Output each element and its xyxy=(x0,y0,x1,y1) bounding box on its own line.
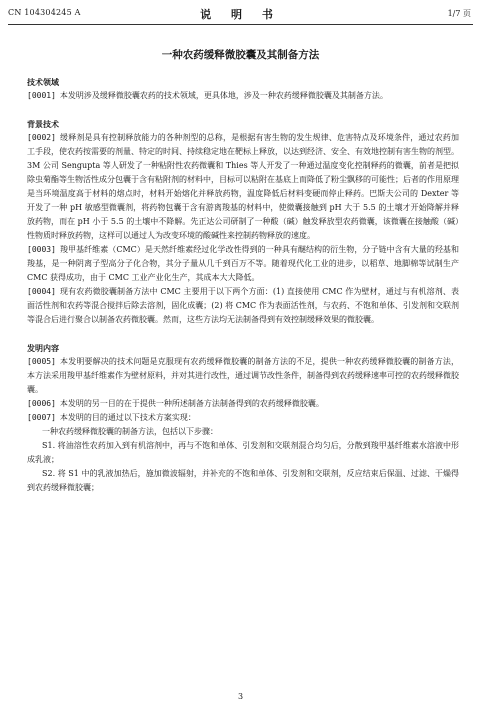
document-body xyxy=(27,75,459,495)
paragraph xyxy=(27,243,459,285)
document-title: 一种农药缓释微胶囊及其制备方法 xyxy=(161,49,320,61)
section-heading-tech-field: 技术领域 xyxy=(27,77,59,87)
paragraph-number: [0002] xyxy=(27,133,56,142)
paragraph xyxy=(27,131,459,243)
paragraph-text: 本发明的目的通过以下技术方案实现： xyxy=(59,413,196,422)
sub-line: 一种农药缓释微胶囊的制备方法，包括以下步骤： xyxy=(42,427,218,436)
paragraph-number: [0007] xyxy=(27,413,56,422)
paragraph-text: 本发明涉及缓释微胶囊农药的技术领域，更具体地，涉及一种农药缓释微胶囊及其制备方法。 xyxy=(59,91,388,100)
paragraph xyxy=(27,397,459,411)
paragraph xyxy=(27,355,459,397)
paragraph-number: [0004] xyxy=(27,287,56,296)
paragraph-text: 本发明要解决的技术问题是克服现有农药缓释微胶囊的制备方法的不足，提供一种农药缓释微胶囊的制备方法，本方法采用羧甲基纤维素作为壁材原料，并对其进行改性，通过调节改性条件，制备得到农药缓释速率可控的农药缓释微胶囊。 xyxy=(27,357,459,394)
paragraph-number: [0006] xyxy=(27,399,56,408)
paragraph xyxy=(27,285,459,327)
paragraph xyxy=(27,89,459,103)
paragraph xyxy=(27,411,459,425)
sub-line: S2. 将 S1 中的乳液加热后，施加微波辐射，并补充的不饱和单体、引发剂和交联剂，反应结束后保温、过滤、干燥得到农药缓释微胶囊； xyxy=(27,469,459,492)
publication-number: CN 104304245 A xyxy=(8,8,81,17)
document-type: 说 明 书 xyxy=(200,8,281,21)
page-header xyxy=(0,0,481,26)
paragraph-number: [0003] xyxy=(27,245,56,254)
paragraph-text: 本发明的另一目的在于提供一种所述制备方法制备得到的农药缓释微胶囊。 xyxy=(59,399,324,408)
sub-line: S1. 将油溶性农药加入到有机溶剂中，再与不饱和单体、引发剂和交联剂混合均匀后，分散到羧甲基纤维素水溶液中形成乳液； xyxy=(27,441,459,464)
paragraph-number: [0001] xyxy=(27,91,56,100)
section-heading-background: 背景技术 xyxy=(27,119,59,129)
paragraph-text: 缓释剂是具有控制释放能力的各种剂型的总称，是根据有害生物的发生规律、危害特点及环境条件，通过农药加工手段，使农药按需要的剂量、特定的时间、持续稳定地在靶标上释放，以达到经济、安全、有效地控制有害生物的剂型。3M 公司 Sengupta 等人研发了一种粘附性农药微囊和 Thies 等人开发了一种通过温度变化控制释药的微囊，前者是把拟除虫菊酯等生物活性成分包囊于含有粘附剂的材料中，目标可以粘附在基底上而降低了粉尘飘移的可能性；后者的作用原理是当环境温度高于材料的熔点时，材料开始熔化并释放药物，温度降低后材料变硬而停止释药。巴斯夫公司的 Dexter 等开发了一种 pH 敏感型微囊剂，将药物包囊于含有游离羧基的材料中，使微囊接触到 pH 大于 5.5 的土壤才开始降解并释放药物，而在 pH 小于 5.5 的土壤中不降解。先正达公司研制了一种酸（碱）触发释放型农药微囊，该微囊在接触酸（碱）性物质时释放药物，这样可以通过人为改变环境的酸碱性来控制药物释放的速度。 xyxy=(27,133,459,240)
header-divider xyxy=(8,24,473,25)
page-of-total: 1/7 页 xyxy=(447,9,471,18)
page-number: 3 xyxy=(237,692,244,701)
paragraph-text: 羧甲基纤维素（CMC）是天然纤维素经过化学改性得到的一种具有醚结构的衍生物，分子链中含有大量的羟基和羧基，是一种阴离子型高分子化合物，其分子量从几千到百万不等。随着现代化工业的进步，以稻草、地脚棉等试制生产 CMC 获得成功，由于 CMC 工业产业化生产，其成本大大降低。 xyxy=(27,245,459,282)
section-heading-invention: 发明内容 xyxy=(27,343,59,353)
paragraph-number: [0005] xyxy=(27,357,56,366)
paragraph-text: 现有农药微胶囊制备方法中 CMC 主要用于以下两个方面：(1) 直接使用 CMC 作为壁材，通过与有机溶剂、表面活性剂和农药等混合搅拌后除去溶剂，固化成囊；(2) 将 CMC 作为表面活性剂，与农药、不饱和单体、引发剂和交联剂等混合后进行聚合以制备农药微胶囊。然而，这些方法均无法制备得到有效控制缓释效果的微胶囊。 xyxy=(27,287,459,324)
